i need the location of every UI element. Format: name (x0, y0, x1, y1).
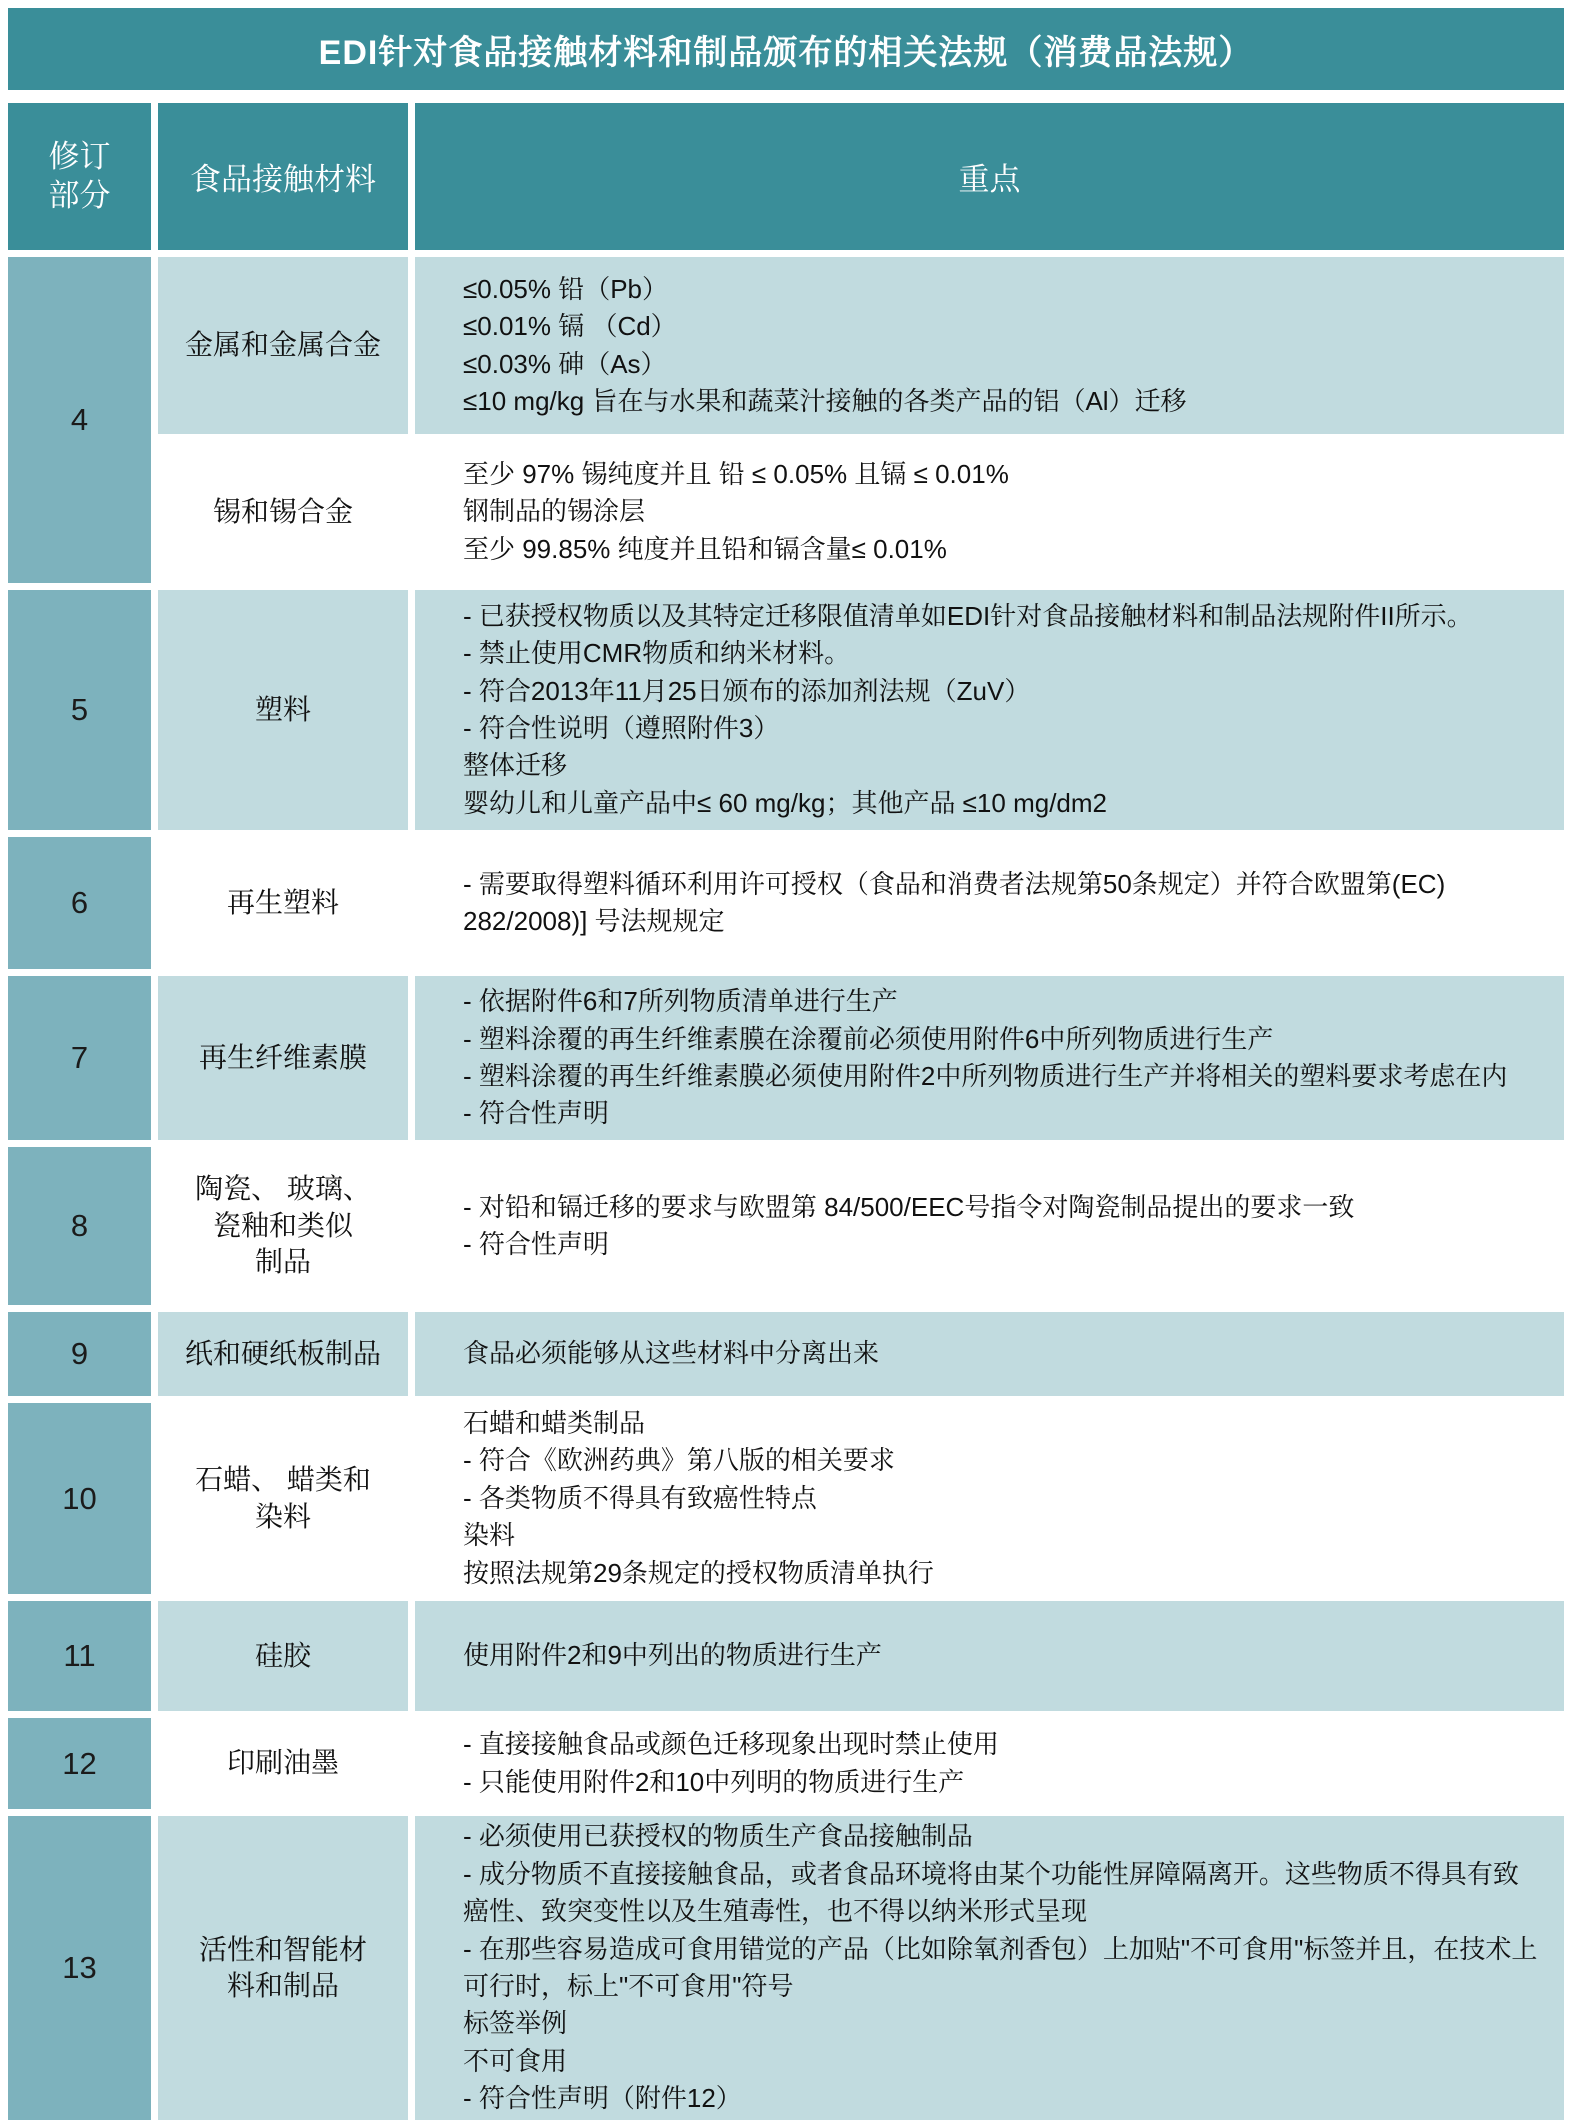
keypoint-line: 婴幼儿和儿童产品中≤ 60 mg/kg；其他产品 ≤10 mg/dm2 (463, 787, 1107, 818)
material-cell (158, 1718, 408, 1809)
regulations-table (8, 103, 1564, 2120)
keypoint-line: - 各类物质不得具有致癌性特点 (463, 1482, 817, 1513)
material-cell (158, 837, 408, 969)
material-cell (158, 590, 408, 830)
keypoints-cell (415, 441, 1564, 583)
revision-number-cell: 9 (8, 1312, 151, 1396)
revision-number-cell: 4 (8, 257, 151, 583)
keypoint-line: - 符合2013年11月25日颁布的添加剂法规（ZuV） (463, 675, 1031, 706)
revision-number-cell: 10 (8, 1403, 151, 1594)
material-line: 再生纤维素膜 (198, 1041, 367, 1073)
revision-number-cell: 5 (8, 590, 151, 830)
material-line: 制品 (254, 1246, 311, 1278)
keypoint-line: 不可食用 (463, 2045, 568, 2076)
header-key-points: 重点 (415, 103, 1564, 250)
material-cell (158, 1147, 408, 1305)
material-line: 料和制品 (226, 1970, 339, 2001)
keypoints-cell (415, 1601, 1564, 1711)
keypoint-line: - 塑料涂覆的再生纤维素膜必须使用附件2中所列物质进行生产并将相关的塑料要求考虑在内 (463, 1061, 1508, 1091)
keypoint-line: - 依据附件6和7所列物质清单进行生产 (463, 986, 898, 1017)
revision-number-cell: 13 (8, 1816, 151, 2120)
keypoint-line: - 在那些容易造成可食用错觉的产品（比如除氧剂香包）上加贴"不可食用"标签并且，在技术上可行时，标上"不可食用"符号 (463, 1933, 1538, 2001)
material-cell (158, 1403, 408, 1594)
keypoint-line: - 符合《欧洲药典》第八版的相关要求 (463, 1445, 895, 1476)
material-line: 石蜡、 蜡类和 (195, 1464, 371, 1496)
keypoint-line: - 必须使用已获授权的物质生产食品接触制品 (463, 1821, 973, 1852)
keypoint-line: 染料 (463, 1520, 516, 1551)
keypoints-cell (415, 1816, 1564, 2120)
keypoint-line: - 成分物质不直接接触食品，或者食品环境将由某个功能性屏障隔离开。这些物质不得具有致癌性、致突变性以及生殖毒性，也不得以纳米形式呈现 (463, 1858, 1519, 1927)
material-cell (158, 976, 408, 1140)
revision-number-cell: 12 (8, 1718, 151, 1809)
keypoint-line: 整体迁移 (463, 750, 568, 781)
keypoint-line: ≤0.01% 镉 （Cd） (463, 311, 677, 342)
keypoint-line: ≤0.05% 铅（Pb） (463, 273, 669, 304)
keypoints-cell (415, 1147, 1564, 1305)
keypoint-line: 标签举例 (463, 2008, 568, 2039)
revision-number-cell: 7 (8, 976, 151, 1140)
revision-number-cell: 11 (8, 1601, 151, 1711)
keypoint-line: - 需要取得塑料循环利用许可授权（食品和消费者法规第50条规定）并符合欧盟第(EC) 282/2008)] 号法规规定 (463, 868, 1446, 936)
keypoints-cell (415, 257, 1564, 434)
keypoint-line: - 符合性声明 (463, 1098, 609, 1129)
header-food-contact-material: 食品接触材料 (158, 103, 408, 250)
material-cell (158, 1816, 408, 2120)
material-line: 锡和锡合金 (212, 495, 353, 527)
keypoint-line: ≤0.03% 砷（As） (463, 348, 667, 379)
material-line: 染料 (254, 1500, 311, 1532)
material-cell (158, 441, 408, 583)
material-line: 金属和金属合金 (184, 329, 381, 361)
keypoint-line: - 符合性声明（附件12） (463, 2083, 742, 2114)
revision-number-cell: 6 (8, 837, 151, 969)
keypoints-cell (415, 976, 1564, 1140)
keypoint-line: 食品必须能够从这些材料中分离出来 (463, 1338, 880, 1369)
page-title: EDI针对食品接触材料和制品颁布的相关法规（消费品法规） (8, 8, 1564, 90)
keypoint-line: - 禁止使用CMR物质和纳米材料。 (463, 638, 851, 669)
keypoint-line: 按照法规第29条规定的授权物质清单执行 (463, 1557, 934, 1588)
keypoint-line: 至少 97% 锡纯度并且 铅 ≤ 0.05% 且镉 ≤ 0.01% (463, 458, 1009, 489)
revision-number-cell: 8 (8, 1147, 151, 1305)
material-cell (158, 1312, 408, 1396)
keypoint-line: - 塑料涂覆的再生纤维素膜在涂覆前必须使用附件6中所列物质进行生产 (463, 1023, 1274, 1054)
keypoint-line: 钢制品的锡涂层 (463, 496, 646, 527)
material-line: 塑料 (254, 693, 311, 725)
keypoints-cell (415, 1403, 1564, 1594)
keypoint-line: - 只能使用附件2和10中列明的物质进行生产 (463, 1766, 965, 1797)
keypoint-line: - 直接接触食品或颜色迁移现象出现时禁止使用 (463, 1729, 999, 1760)
material-line: 活性和智能材 (198, 1933, 367, 1965)
keypoint-line: - 已获授权物质以及其特定迁移限值清单如EDI针对食品接触材料和制品法规附件II所示。 (463, 600, 1473, 631)
keypoint-line: 至少 99.85% 纯度并且铅和镉含量≤ 0.01% (463, 533, 947, 564)
keypoints-cell (415, 837, 1564, 969)
keypoint-line: - 对铅和镉迁移的要求与欧盟第 84/500/EEC号指令对陶瓷制品提出的要求一致 (463, 1191, 1355, 1222)
keypoints-cell (415, 1718, 1564, 1809)
material-cell (158, 257, 408, 434)
keypoint-line: - 符合性说明（遵照附件3） (463, 713, 780, 743)
keypoints-cell (415, 1312, 1564, 1396)
keypoint-line: - 符合性声明 (463, 1229, 609, 1259)
keypoint-line: 使用附件2和9中列出的物质进行生产 (463, 1640, 882, 1671)
material-line: 陶瓷、 玻璃、 (195, 1173, 371, 1205)
keypoint-line: 石蜡和蜡类制品 (463, 1407, 646, 1438)
material-line: 硅胶 (254, 1639, 311, 1671)
keypoint-line: ≤10 mg/kg 旨在与水果和蔬菜汁接触的各类产品的铝（Al）迁移 (463, 385, 1187, 416)
material-cell (158, 1601, 408, 1711)
header-revision-section: 修订部分 (8, 103, 151, 250)
material-line: 印刷油墨 (226, 1747, 339, 1779)
material-line: 再生塑料 (226, 886, 339, 918)
material-line: 瓷釉和类似 (212, 1209, 353, 1241)
material-line: 纸和硬纸板制品 (184, 1337, 381, 1369)
keypoints-cell (415, 590, 1564, 830)
